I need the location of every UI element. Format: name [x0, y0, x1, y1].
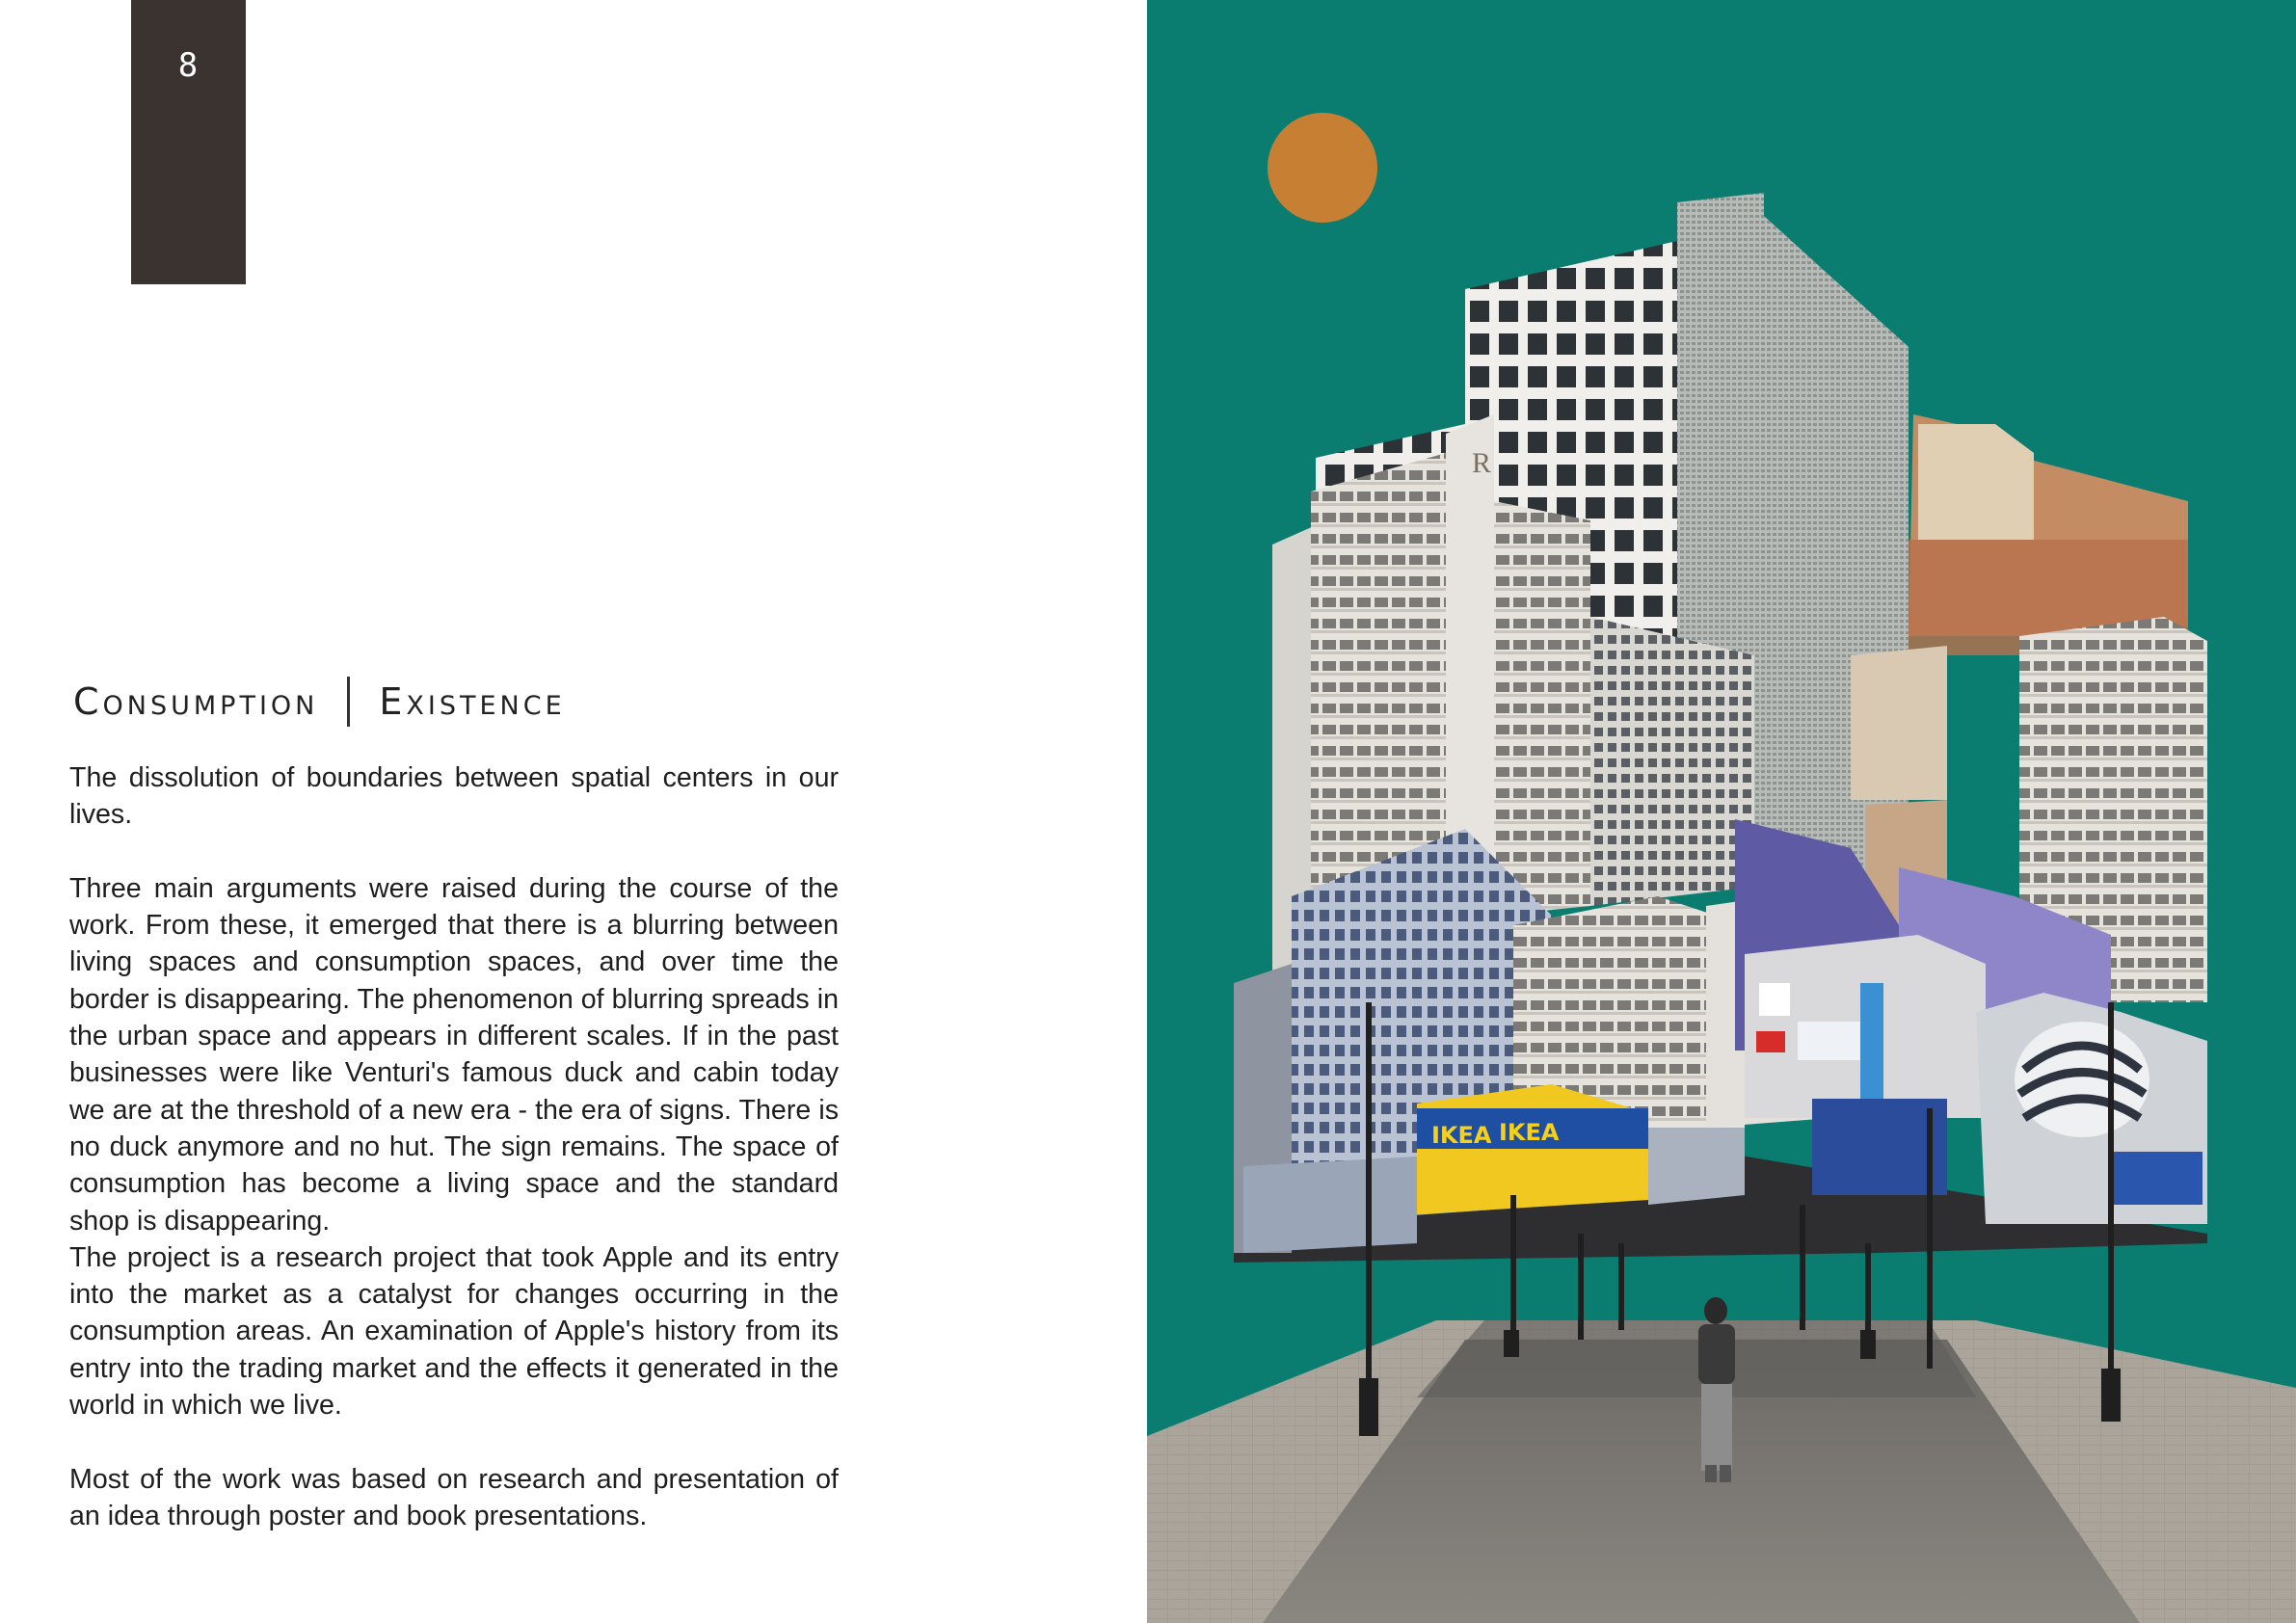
vertical-banner	[1860, 983, 1883, 1099]
low-building-left	[1243, 1157, 1417, 1253]
hotel-sign-r: R	[1472, 447, 1492, 479]
page-number-tab	[131, 0, 246, 284]
ikea-sign-2: IKEA	[1499, 1119, 1560, 1146]
walking-person	[1698, 1297, 1735, 1482]
paragraph-project: The project is a research project that took Apple and its entry into the market as a catalyst for changes occurring in the consumption areas. An examination of Apple's history from its entry into the trading market and the effects it generated in the world in which we live.	[69, 1241, 839, 1422]
striped-dome	[2015, 1022, 2149, 1137]
ikea-sign-1: IKEA	[1431, 1122, 1492, 1149]
heading-consumption: Consumption	[73, 680, 319, 723]
body-text	[69, 759, 839, 1534]
mall-sign-logo	[1759, 983, 1790, 1016]
mcdonalds-sign	[1756, 1031, 1785, 1052]
low-building-mid	[1648, 1128, 1745, 1205]
collage-page	[1147, 0, 2296, 1623]
apartment-block	[1851, 646, 1947, 800]
ikea-store	[1417, 1084, 1648, 1214]
sun-circle	[1268, 113, 1377, 223]
paragraph-arguments: Three main arguments were raised during the course of the work. From these, it emerged that there is a blurring between living spaces and consumption spaces, and over time the border is disappearing. The phenomenon of blurring spreads in the urban space and appears in different scales. If in the past businesses were like Venturi's famous duck and cabin today we are at the threshold of a new era - the era of signs. There is no duck anymore and no hut. The sign remains. The space of consumption has become a living space and the standard shop is disappearing.	[69, 872, 839, 1237]
left-page	[0, 0, 1147, 1623]
city-collage-illustration	[1147, 0, 2296, 1623]
paragraph-method: Most of the work was based on research and presentation of an idea through poster and book presentations.	[69, 1463, 839, 1531]
office-grey	[1590, 617, 1754, 906]
slab-shadow	[1417, 1320, 1976, 1397]
old-house-front	[1918, 424, 2034, 540]
heading-existence: Existence	[379, 680, 566, 723]
page-number: 8	[177, 46, 200, 85]
paragraph-intro: The dissolution of boundaries between spatial centers in our lives.	[69, 762, 839, 831]
section-heading	[73, 675, 566, 729]
tower-hotel-right	[1494, 501, 1590, 916]
blue-billboard	[2111, 1152, 2203, 1205]
heading-divider	[347, 677, 350, 727]
